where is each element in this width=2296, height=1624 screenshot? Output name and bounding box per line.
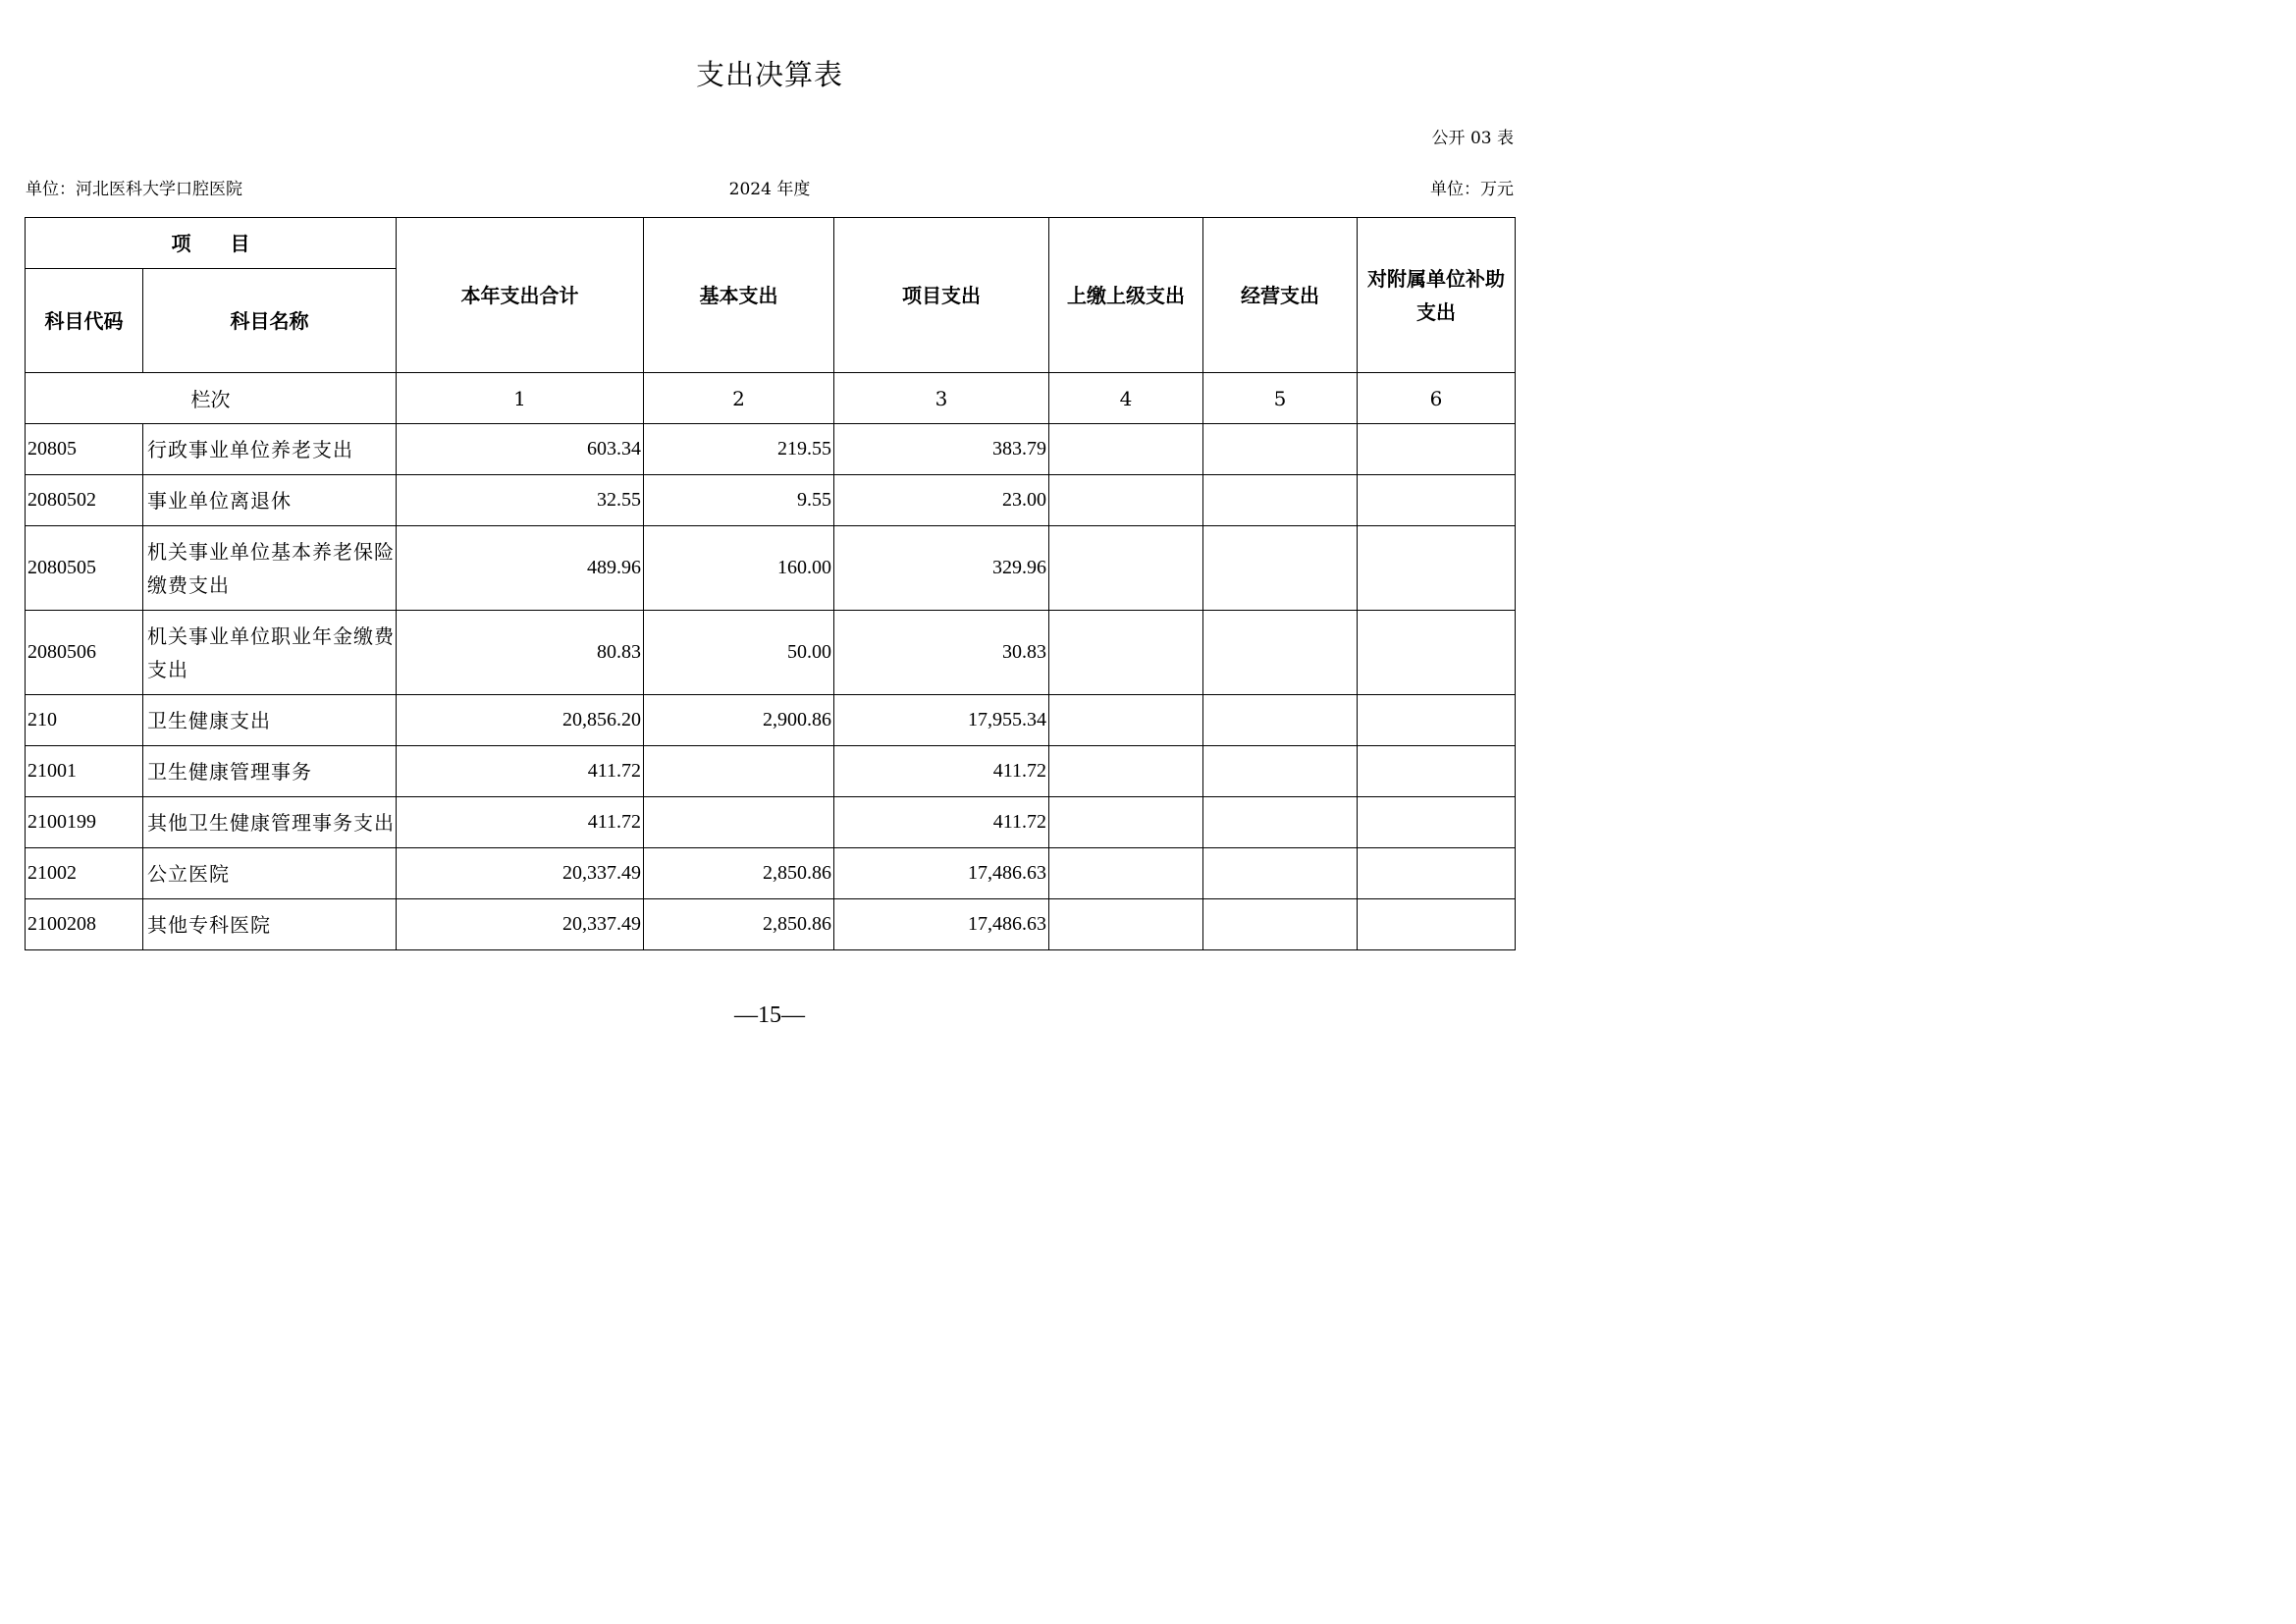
basic-cell bbox=[644, 797, 834, 848]
total-cell: 20,337.49 bbox=[397, 899, 644, 950]
subject-code-cell: 210 bbox=[26, 695, 143, 746]
basic-cell: 219.55 bbox=[644, 424, 834, 475]
form-number: 公开 03 表 bbox=[1431, 129, 1514, 148]
table-row bbox=[26, 746, 1516, 797]
subject-code-cell: 2100199 bbox=[26, 797, 143, 848]
index-row bbox=[26, 373, 1516, 424]
business-cell bbox=[1203, 611, 1358, 695]
total-cell: 20,337.49 bbox=[397, 848, 644, 899]
upper-cell bbox=[1049, 475, 1203, 526]
col-header-project: 项目支出 bbox=[834, 218, 1049, 373]
basic-cell: 160.00 bbox=[644, 526, 834, 611]
total-cell: 411.72 bbox=[397, 746, 644, 797]
project-cell: 17,486.63 bbox=[834, 848, 1049, 899]
upper-cell bbox=[1049, 899, 1203, 950]
subject-code-cell: 20805 bbox=[26, 424, 143, 475]
total-cell: 80.83 bbox=[397, 611, 644, 695]
table-row bbox=[26, 695, 1516, 746]
subject-code-cell: 2080505 bbox=[26, 526, 143, 611]
index-number: 2 bbox=[644, 373, 834, 424]
business-cell bbox=[1203, 526, 1358, 611]
subsidy-cell bbox=[1358, 695, 1516, 746]
index-number: 5 bbox=[1203, 373, 1358, 424]
document-page bbox=[0, 0, 1539, 1089]
project-cell: 411.72 bbox=[834, 797, 1049, 848]
col-header-subsidy: 对附属单位补助支出 bbox=[1358, 218, 1516, 373]
subsidy-cell bbox=[1358, 611, 1516, 695]
subject-name-cell: 机关事业单位职业年金缴费支出 bbox=[143, 611, 397, 695]
table-row bbox=[26, 475, 1516, 526]
index-label: 栏次 bbox=[26, 373, 397, 424]
subject-code-cell: 2080502 bbox=[26, 475, 143, 526]
group-header-cell: 项 目 bbox=[26, 218, 397, 269]
total-cell: 603.34 bbox=[397, 424, 644, 475]
subject-code-cell: 21001 bbox=[26, 746, 143, 797]
upper-cell bbox=[1049, 848, 1203, 899]
col-header-code: 科目代码 bbox=[26, 269, 143, 373]
index-number: 4 bbox=[1049, 373, 1203, 424]
expenditure-table bbox=[25, 217, 1516, 950]
col-header-total: 本年支出合计 bbox=[397, 218, 644, 373]
business-cell bbox=[1203, 899, 1358, 950]
subject-name-cell: 其他卫生健康管理事务支出 bbox=[143, 797, 397, 848]
subsidy-cell bbox=[1358, 475, 1516, 526]
basic-cell: 2,900.86 bbox=[644, 695, 834, 746]
table-row bbox=[26, 611, 1516, 695]
table-row bbox=[26, 526, 1516, 611]
project-cell: 30.83 bbox=[834, 611, 1049, 695]
header-row-1 bbox=[26, 218, 1516, 269]
page-title: 支出决算表 bbox=[695, 58, 843, 91]
subject-code-cell: 2080506 bbox=[26, 611, 143, 695]
subsidy-cell bbox=[1358, 424, 1516, 475]
total-cell: 32.55 bbox=[397, 475, 644, 526]
subsidy-cell bbox=[1358, 526, 1516, 611]
business-cell bbox=[1203, 797, 1358, 848]
business-cell bbox=[1203, 475, 1358, 526]
subject-name-cell: 机关事业单位基本养老保险缴费支出 bbox=[143, 526, 397, 611]
subject-name-cell: 事业单位离退休 bbox=[143, 475, 397, 526]
subject-name-cell: 卫生健康支出 bbox=[143, 695, 397, 746]
upper-cell bbox=[1049, 746, 1203, 797]
table-body bbox=[26, 218, 1516, 950]
upper-cell bbox=[1049, 424, 1203, 475]
col-header-name: 科目名称 bbox=[143, 269, 397, 373]
upper-cell bbox=[1049, 526, 1203, 611]
project-cell: 23.00 bbox=[834, 475, 1049, 526]
subject-code-cell: 2100208 bbox=[26, 899, 143, 950]
project-cell: 17,955.34 bbox=[834, 695, 1049, 746]
subject-code-cell: 21002 bbox=[26, 848, 143, 899]
upper-cell bbox=[1049, 695, 1203, 746]
fiscal-year: 2024 年度 bbox=[728, 180, 811, 199]
project-cell: 411.72 bbox=[834, 746, 1049, 797]
business-cell bbox=[1203, 424, 1358, 475]
basic-cell bbox=[644, 746, 834, 797]
organization-unit: 单位：河北医科大学口腔医院 bbox=[26, 180, 242, 199]
col-header-upper: 上缴上级支出 bbox=[1049, 218, 1203, 373]
subject-name-cell: 公立医院 bbox=[143, 848, 397, 899]
project-cell: 17,486.63 bbox=[834, 899, 1049, 950]
currency-unit: 单位：万元 bbox=[1430, 180, 1514, 199]
basic-cell: 9.55 bbox=[644, 475, 834, 526]
total-cell: 411.72 bbox=[397, 797, 644, 848]
col-header-business: 经营支出 bbox=[1203, 218, 1358, 373]
subject-name-cell: 卫生健康管理事务 bbox=[143, 746, 397, 797]
subsidy-cell bbox=[1358, 797, 1516, 848]
col-header-basic: 基本支出 bbox=[644, 218, 834, 373]
index-number: 6 bbox=[1358, 373, 1516, 424]
project-cell: 383.79 bbox=[834, 424, 1049, 475]
upper-cell bbox=[1049, 611, 1203, 695]
table-row bbox=[26, 424, 1516, 475]
business-cell bbox=[1203, 746, 1358, 797]
subject-name-cell: 其他专科医院 bbox=[143, 899, 397, 950]
subsidy-cell bbox=[1358, 848, 1516, 899]
table-row bbox=[26, 797, 1516, 848]
subsidy-cell bbox=[1358, 746, 1516, 797]
business-cell bbox=[1203, 848, 1358, 899]
basic-cell: 2,850.86 bbox=[644, 899, 834, 950]
table-row bbox=[26, 899, 1516, 950]
project-cell: 329.96 bbox=[834, 526, 1049, 611]
index-number: 3 bbox=[834, 373, 1049, 424]
subsidy-cell bbox=[1358, 899, 1516, 950]
subject-name-cell: 行政事业单位养老支出 bbox=[143, 424, 397, 475]
table-row bbox=[26, 848, 1516, 899]
basic-cell: 50.00 bbox=[644, 611, 834, 695]
business-cell bbox=[1203, 695, 1358, 746]
total-cell: 489.96 bbox=[397, 526, 644, 611]
basic-cell: 2,850.86 bbox=[644, 848, 834, 899]
total-cell: 20,856.20 bbox=[397, 695, 644, 746]
upper-cell bbox=[1049, 797, 1203, 848]
page-number: —15— bbox=[734, 1002, 805, 1028]
index-number: 1 bbox=[397, 373, 644, 424]
